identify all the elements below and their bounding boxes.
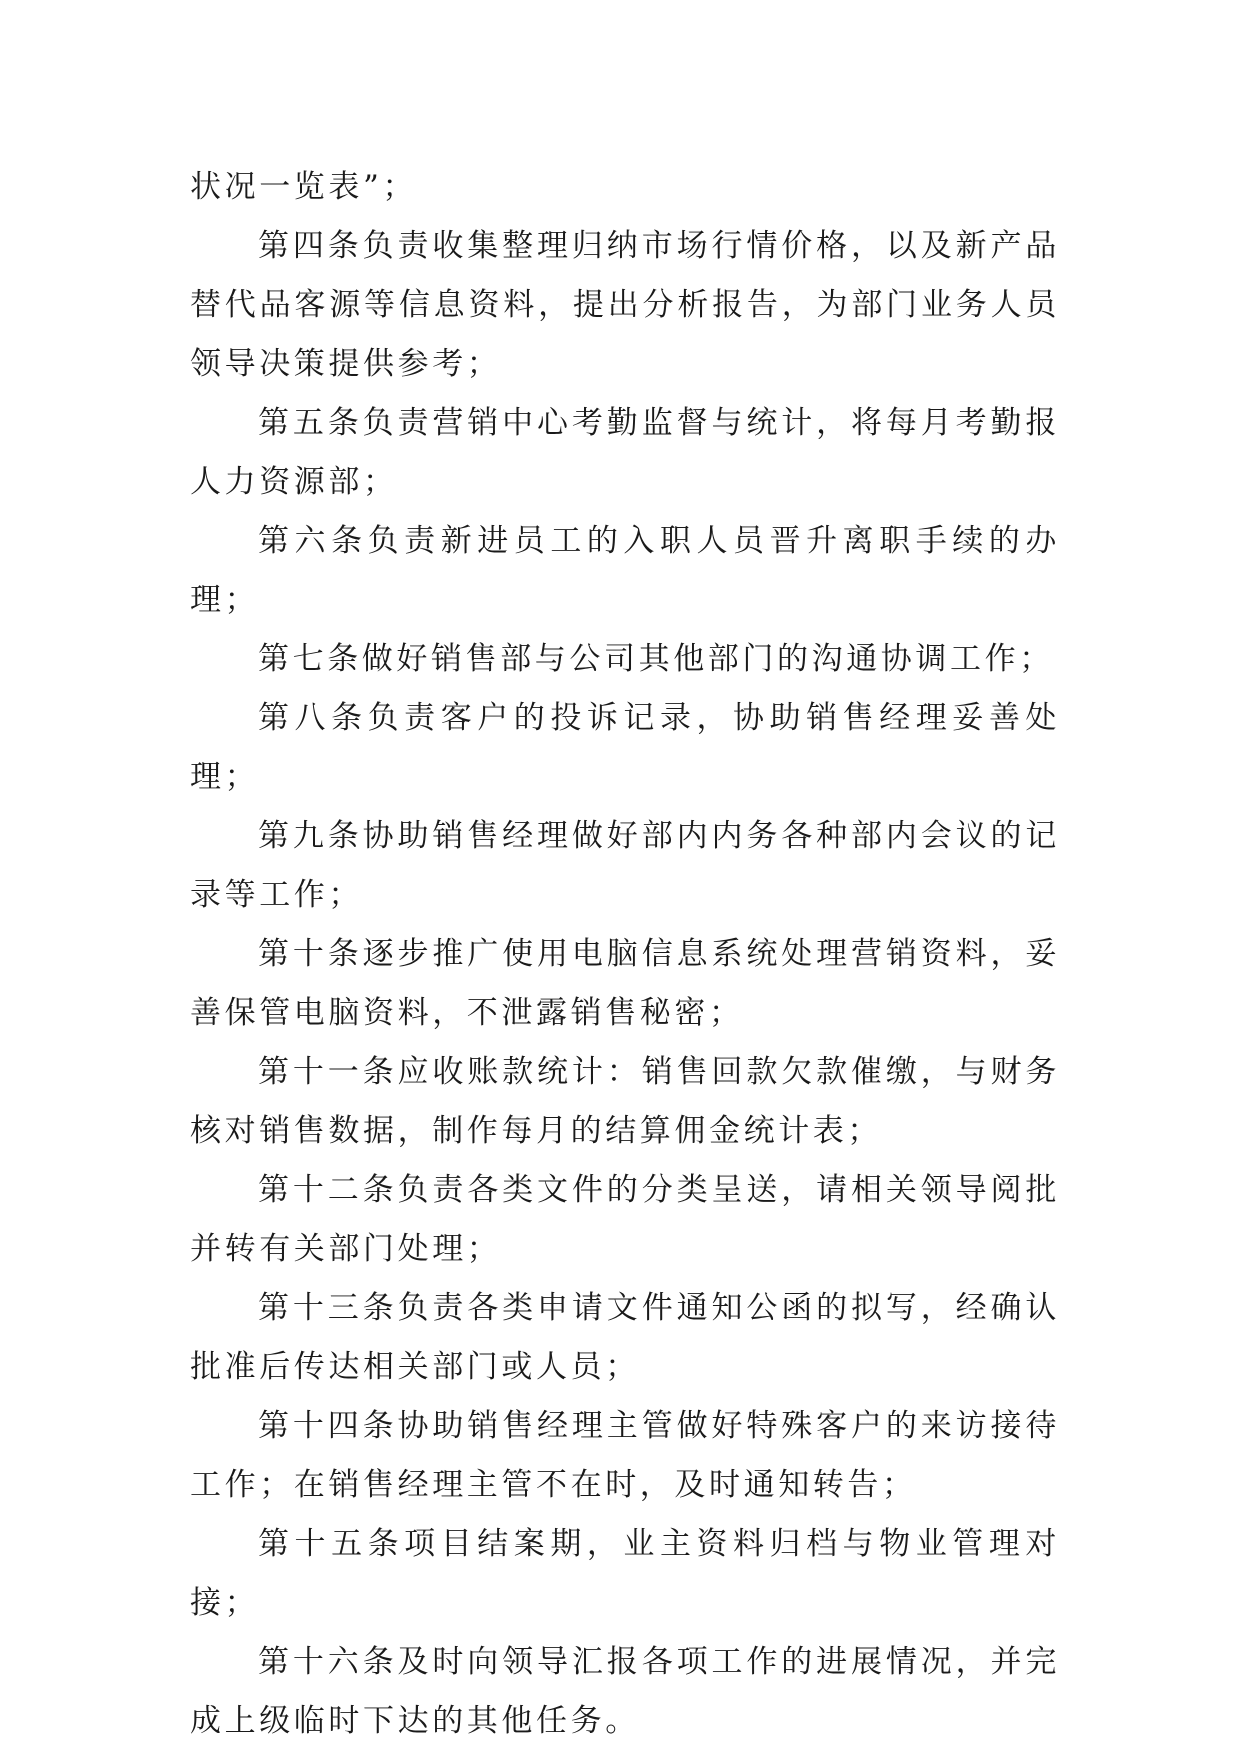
paragraph-article-9: 第九条协助销售经理做好部内内务各种部内会议的记录等工作； — [190, 818, 1060, 913]
paragraph-article-5: 第五条负责营销中心考勤监督与统计，将每月考勤报人力资源部； — [190, 405, 1060, 500]
paragraph-article-10: 第十条逐步推广使用电脑信息系统处理营销资料，妥善保管电脑资料，不泄露销售秘密； — [190, 936, 1060, 1031]
paragraph-article-4: 第四条负责收集整理归纳市场行情价格，以及新产品替代品客源等信息资料，提出分析报告，为部门业务人员领导决策提供参考； — [190, 228, 1060, 382]
paragraph-article-12: 第十二条负责各类文件的分类呈送，请相关领导阅批并转有关部门处理； — [190, 1172, 1060, 1267]
paragraph-article-7: 第七条做好销售部与公司其他部门的沟通协调工作； — [258, 641, 1054, 677]
document-body — [190, 158, 1060, 1751]
paragraph-article-8: 第八条负责客户的投诉记录，协助销售经理妥善处理； — [190, 700, 1060, 795]
paragraph-article-15: 第十五条项目结案期，业主资料归档与物业管理对接； — [190, 1526, 1060, 1621]
paragraph-article-14: 第十四条协助销售经理主管做好特殊客户的来访接待工作；在销售经理主管不在时，及时通知转告； — [190, 1408, 1060, 1503]
paragraph-article-6: 第六条负责新进员工的入职人员晋升离职手续的办理； — [190, 523, 1060, 618]
paragraph-article-11: 第十一条应收账款统计：销售回款欠款催缴，与财务核对销售数据，制作每月的结算佣金统计表； — [190, 1054, 1060, 1149]
paragraph-article-13: 第十三条负责各类申请文件通知公函的拟写，经确认批准后传达相关部门或人员； — [190, 1290, 1060, 1385]
paragraph-continuation: 状况一览表”； — [190, 169, 418, 205]
paragraph-article-16: 第十六条及时向领导汇报各项工作的进展情况，并完成上级临时下达的其他任务。 — [190, 1644, 1060, 1739]
